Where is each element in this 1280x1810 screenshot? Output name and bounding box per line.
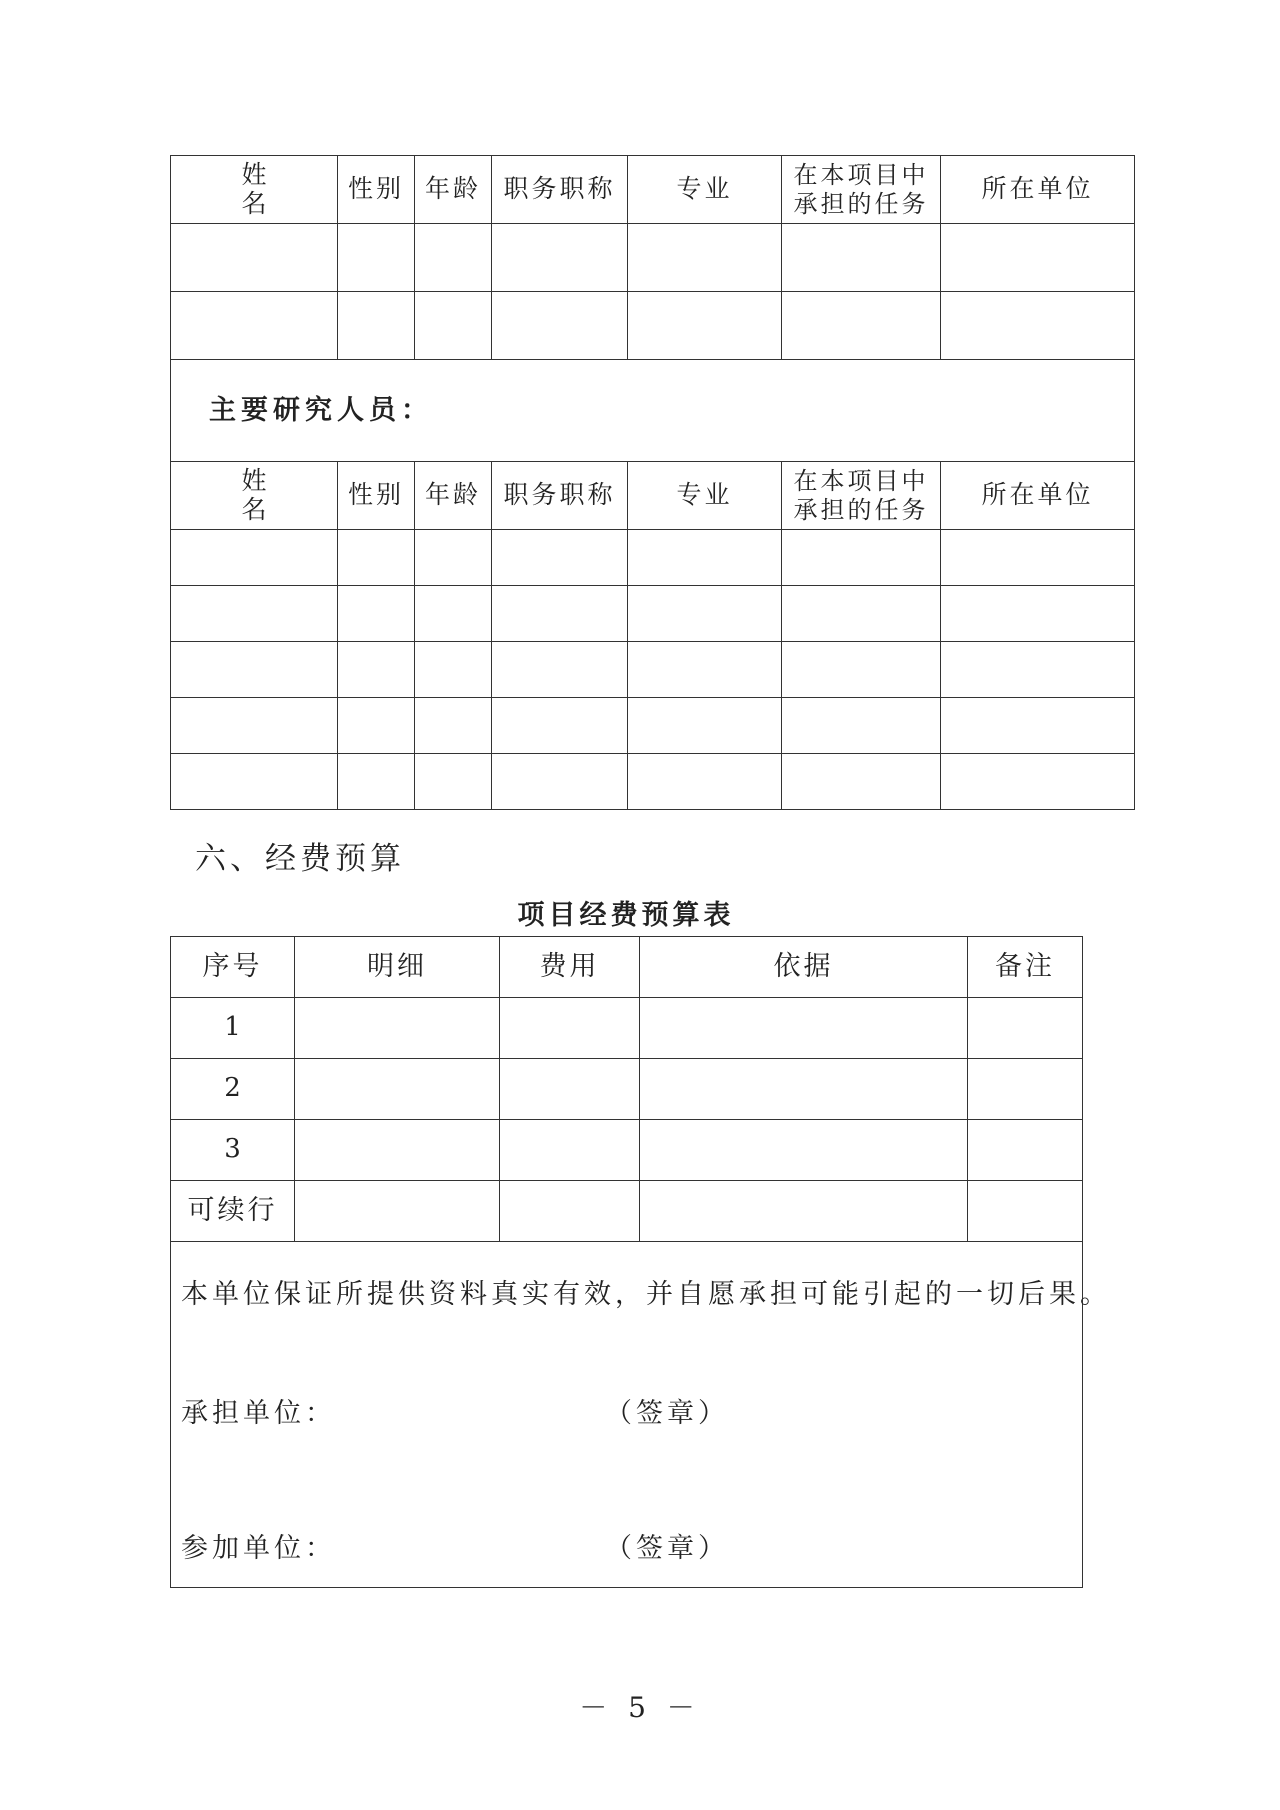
empty-cell[interactable] <box>941 698 1135 754</box>
empty-cell[interactable] <box>640 1059 968 1120</box>
empty-cell[interactable] <box>500 1059 640 1120</box>
section-title: 六、经费预算 <box>195 841 405 877</box>
empty-cell[interactable] <box>415 530 492 586</box>
undertaking-unit-line <box>181 1398 1072 1429</box>
empty-cell[interactable] <box>338 224 415 292</box>
empty-cell[interactable] <box>782 530 941 586</box>
table-row <box>171 530 1135 586</box>
budget-table <box>170 936 1111 1588</box>
header-detail: 明细 <box>295 937 500 998</box>
empty-cell[interactable] <box>171 698 338 754</box>
empty-cell[interactable] <box>941 586 1135 642</box>
empty-cell[interactable] <box>338 642 415 698</box>
empty-cell[interactable] <box>941 642 1135 698</box>
empty-cell[interactable] <box>415 224 492 292</box>
table-row <box>171 698 1135 754</box>
empty-cell[interactable] <box>492 642 628 698</box>
header-gender: 性别 <box>338 156 415 224</box>
empty-cell[interactable] <box>171 586 338 642</box>
header-task <box>782 462 941 530</box>
empty-cell[interactable] <box>782 224 941 292</box>
empty-cell[interactable] <box>941 530 1135 586</box>
staff-header-row <box>171 156 1135 224</box>
page-number: － 5 － <box>579 1691 701 1724</box>
budget-header-row <box>171 937 1083 998</box>
table-row <box>171 1181 1083 1242</box>
header-title: 职务职称 <box>492 462 628 530</box>
empty-cell[interactable] <box>640 1181 968 1242</box>
empty-cell[interactable] <box>171 224 338 292</box>
empty-cell[interactable] <box>640 998 968 1059</box>
empty-cell[interactable] <box>492 530 628 586</box>
main-researchers-label: 主要研究人员： <box>171 360 1135 462</box>
participating-unit-line <box>181 1533 1072 1564</box>
header-title: 职务职称 <box>492 156 628 224</box>
empty-cell[interactable] <box>628 754 782 810</box>
empty-cell[interactable] <box>295 1181 500 1242</box>
empty-cell[interactable] <box>628 224 782 292</box>
empty-cell[interactable] <box>415 292 492 360</box>
declaration-statement: 本单位保证所提供资料真实有效，并自愿承担可能引起的一切后果。 <box>181 1279 1111 1310</box>
empty-cell[interactable] <box>782 754 941 810</box>
table-row <box>171 586 1135 642</box>
header-name: 姓名 <box>171 156 338 224</box>
empty-cell[interactable] <box>295 1120 500 1181</box>
empty-cell[interactable] <box>500 998 640 1059</box>
row-seq: 2 <box>171 1059 295 1120</box>
empty-cell[interactable] <box>338 754 415 810</box>
header-age: 年龄 <box>415 156 492 224</box>
empty-cell[interactable] <box>492 224 628 292</box>
header-task <box>782 156 941 224</box>
empty-cell[interactable] <box>338 292 415 360</box>
declaration-row <box>171 1242 1083 1588</box>
empty-cell[interactable] <box>492 586 628 642</box>
participating-unit-label: 参加单位： <box>181 1533 336 1565</box>
header-age: 年龄 <box>415 462 492 530</box>
empty-cell[interactable] <box>628 642 782 698</box>
table-row <box>171 1059 1083 1120</box>
empty-cell[interactable] <box>295 998 500 1059</box>
main-researchers-row <box>171 360 1135 462</box>
budget-table-caption: 项目经费预算表 <box>517 900 735 931</box>
header-task-line1: 在本项目中 <box>793 466 929 495</box>
empty-cell[interactable] <box>415 642 492 698</box>
empty-cell[interactable] <box>968 1059 1083 1120</box>
table-row <box>171 642 1135 698</box>
empty-cell[interactable] <box>338 530 415 586</box>
row-seq: 1 <box>171 998 295 1059</box>
empty-cell[interactable] <box>500 1120 640 1181</box>
header-basis: 依据 <box>640 937 968 998</box>
table-row <box>171 292 1135 360</box>
seal-label: （签章） <box>605 1398 729 1430</box>
empty-cell[interactable] <box>782 698 941 754</box>
empty-cell[interactable] <box>492 292 628 360</box>
seal-label: （签章） <box>605 1533 729 1565</box>
header-name: 姓名 <box>171 462 338 530</box>
empty-cell[interactable] <box>782 586 941 642</box>
header-note: 备注 <box>968 937 1083 998</box>
table-row <box>171 998 1083 1059</box>
empty-cell[interactable] <box>628 698 782 754</box>
empty-cell[interactable] <box>492 754 628 810</box>
header-task-line2: 承担的任务 <box>793 495 929 524</box>
empty-cell[interactable] <box>628 586 782 642</box>
header-cost: 费用 <box>500 937 640 998</box>
table-row <box>171 1120 1083 1181</box>
empty-cell[interactable] <box>782 292 941 360</box>
header-gender: 性别 <box>338 462 415 530</box>
header-unit: 所在单位 <box>941 462 1135 530</box>
empty-cell[interactable] <box>968 1181 1083 1242</box>
researchers-header-row <box>171 462 1135 530</box>
table-row <box>171 754 1135 810</box>
empty-cell[interactable] <box>338 698 415 754</box>
empty-cell[interactable] <box>782 642 941 698</box>
declaration-cell <box>171 1242 1111 1588</box>
table-row <box>171 224 1135 292</box>
empty-cell[interactable] <box>492 698 628 754</box>
row-seq: 3 <box>171 1120 295 1181</box>
header-task-line1: 在本项目中 <box>793 160 929 189</box>
header-task-line2: 承担的任务 <box>793 189 929 218</box>
empty-cell[interactable] <box>171 292 338 360</box>
header-unit: 所在单位 <box>941 156 1135 224</box>
empty-cell[interactable] <box>171 530 338 586</box>
empty-cell[interactable] <box>968 1120 1083 1181</box>
empty-cell[interactable] <box>941 754 1135 810</box>
header-major: 专业 <box>628 462 782 530</box>
empty-cell[interactable] <box>628 292 782 360</box>
staff-table <box>170 155 1135 810</box>
empty-cell[interactable] <box>941 224 1135 292</box>
empty-cell[interactable] <box>295 1059 500 1120</box>
empty-cell[interactable] <box>415 754 492 810</box>
empty-cell[interactable] <box>171 754 338 810</box>
undertaking-unit-label: 承担单位： <box>181 1398 336 1430</box>
empty-cell[interactable] <box>415 698 492 754</box>
row-seq: 可续行 <box>171 1181 295 1242</box>
empty-cell[interactable] <box>640 1120 968 1181</box>
header-seq: 序号 <box>171 937 295 998</box>
empty-cell[interactable] <box>628 530 782 586</box>
empty-cell[interactable] <box>500 1181 640 1242</box>
empty-cell[interactable] <box>415 586 492 642</box>
empty-cell[interactable] <box>338 586 415 642</box>
empty-cell[interactable] <box>968 998 1083 1059</box>
empty-cell[interactable] <box>171 642 338 698</box>
empty-cell[interactable] <box>941 292 1135 360</box>
header-major: 专业 <box>628 156 782 224</box>
